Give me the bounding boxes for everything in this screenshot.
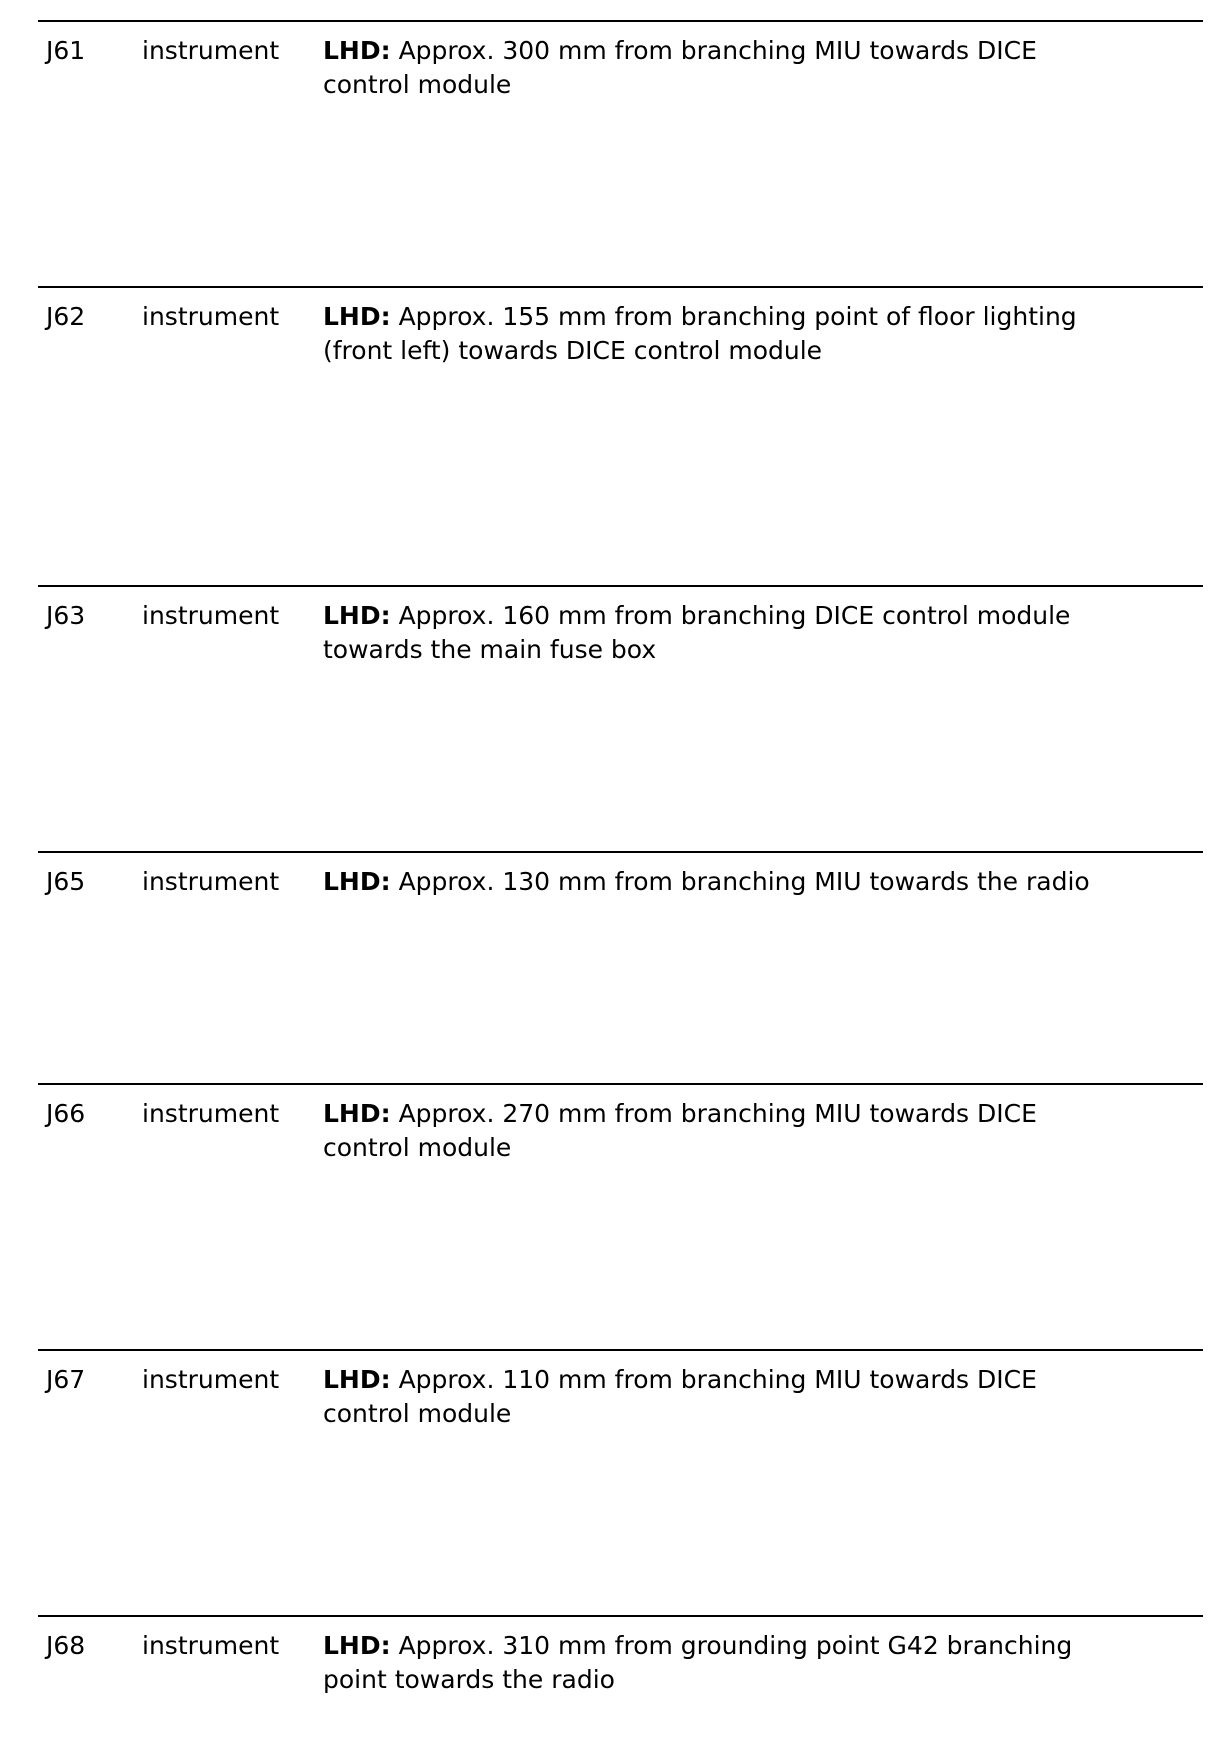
- description-line-1: Approx. 130 mm from branching MIU towards the radio: [398, 867, 1090, 896]
- drive-prefix: LHD:: [323, 1099, 391, 1128]
- splice-description: [323, 300, 1203, 368]
- splice-description: [323, 34, 1203, 102]
- splice-id: J67: [46, 1365, 86, 1394]
- description-line-2: (front left) towards DICE control module: [323, 336, 823, 365]
- table-row: [38, 20, 1203, 99]
- table-row: [38, 1349, 1203, 1428]
- splice-id: J61: [46, 36, 86, 65]
- description-line-1: Approx. 155 mm from branching point of floor lighting: [398, 302, 1077, 331]
- splice-location: instrument: [142, 1099, 280, 1128]
- splice-id: J65: [46, 867, 86, 896]
- drive-prefix: LHD:: [323, 867, 391, 896]
- description-line-2: towards the main fuse box: [323, 635, 657, 664]
- table-row: [38, 1083, 1203, 1162]
- splice-location: instrument: [142, 302, 280, 331]
- splice-id: J63: [46, 601, 86, 630]
- splice-location: instrument: [142, 1631, 280, 1660]
- splice-description: [323, 599, 1203, 667]
- description-line-2: control module: [323, 1399, 512, 1428]
- splice-description: [323, 1363, 1203, 1431]
- splice-location: instrument: [142, 1365, 280, 1394]
- drive-prefix: LHD:: [323, 36, 391, 65]
- description-line-2: control module: [323, 1133, 512, 1162]
- drive-prefix: LHD:: [323, 1365, 391, 1394]
- description-line-1: Approx. 310 mm from grounding point G42 branching: [398, 1631, 1073, 1660]
- splice-id: J62: [46, 302, 86, 331]
- splice-description: [323, 865, 1203, 899]
- drive-prefix: LHD:: [323, 1631, 391, 1660]
- table-row: [38, 851, 1203, 896]
- description-line-2: control module: [323, 70, 512, 99]
- splice-location: instrument: [142, 867, 280, 896]
- splice-location: instrument: [142, 36, 280, 65]
- table-row: [38, 1615, 1203, 1694]
- splice-description: [323, 1097, 1203, 1165]
- description-line-1: Approx. 300 mm from branching MIU towards DICE: [398, 36, 1037, 65]
- splice-description: [323, 1629, 1203, 1697]
- drive-prefix: LHD:: [323, 601, 391, 630]
- description-line-1: Approx. 160 mm from branching DICE control module: [398, 601, 1071, 630]
- drive-prefix: LHD:: [323, 302, 391, 331]
- description-line-1: Approx. 270 mm from branching MIU towards DICE: [398, 1099, 1037, 1128]
- table-row: [38, 286, 1203, 365]
- splice-id: J68: [46, 1631, 86, 1660]
- splice-id: J66: [46, 1099, 86, 1128]
- table-row: [38, 585, 1203, 664]
- description-line-1: Approx. 110 mm from branching MIU towards DICE: [398, 1365, 1037, 1394]
- description-line-2: point towards the radio: [323, 1665, 615, 1694]
- splice-location: instrument: [142, 601, 280, 630]
